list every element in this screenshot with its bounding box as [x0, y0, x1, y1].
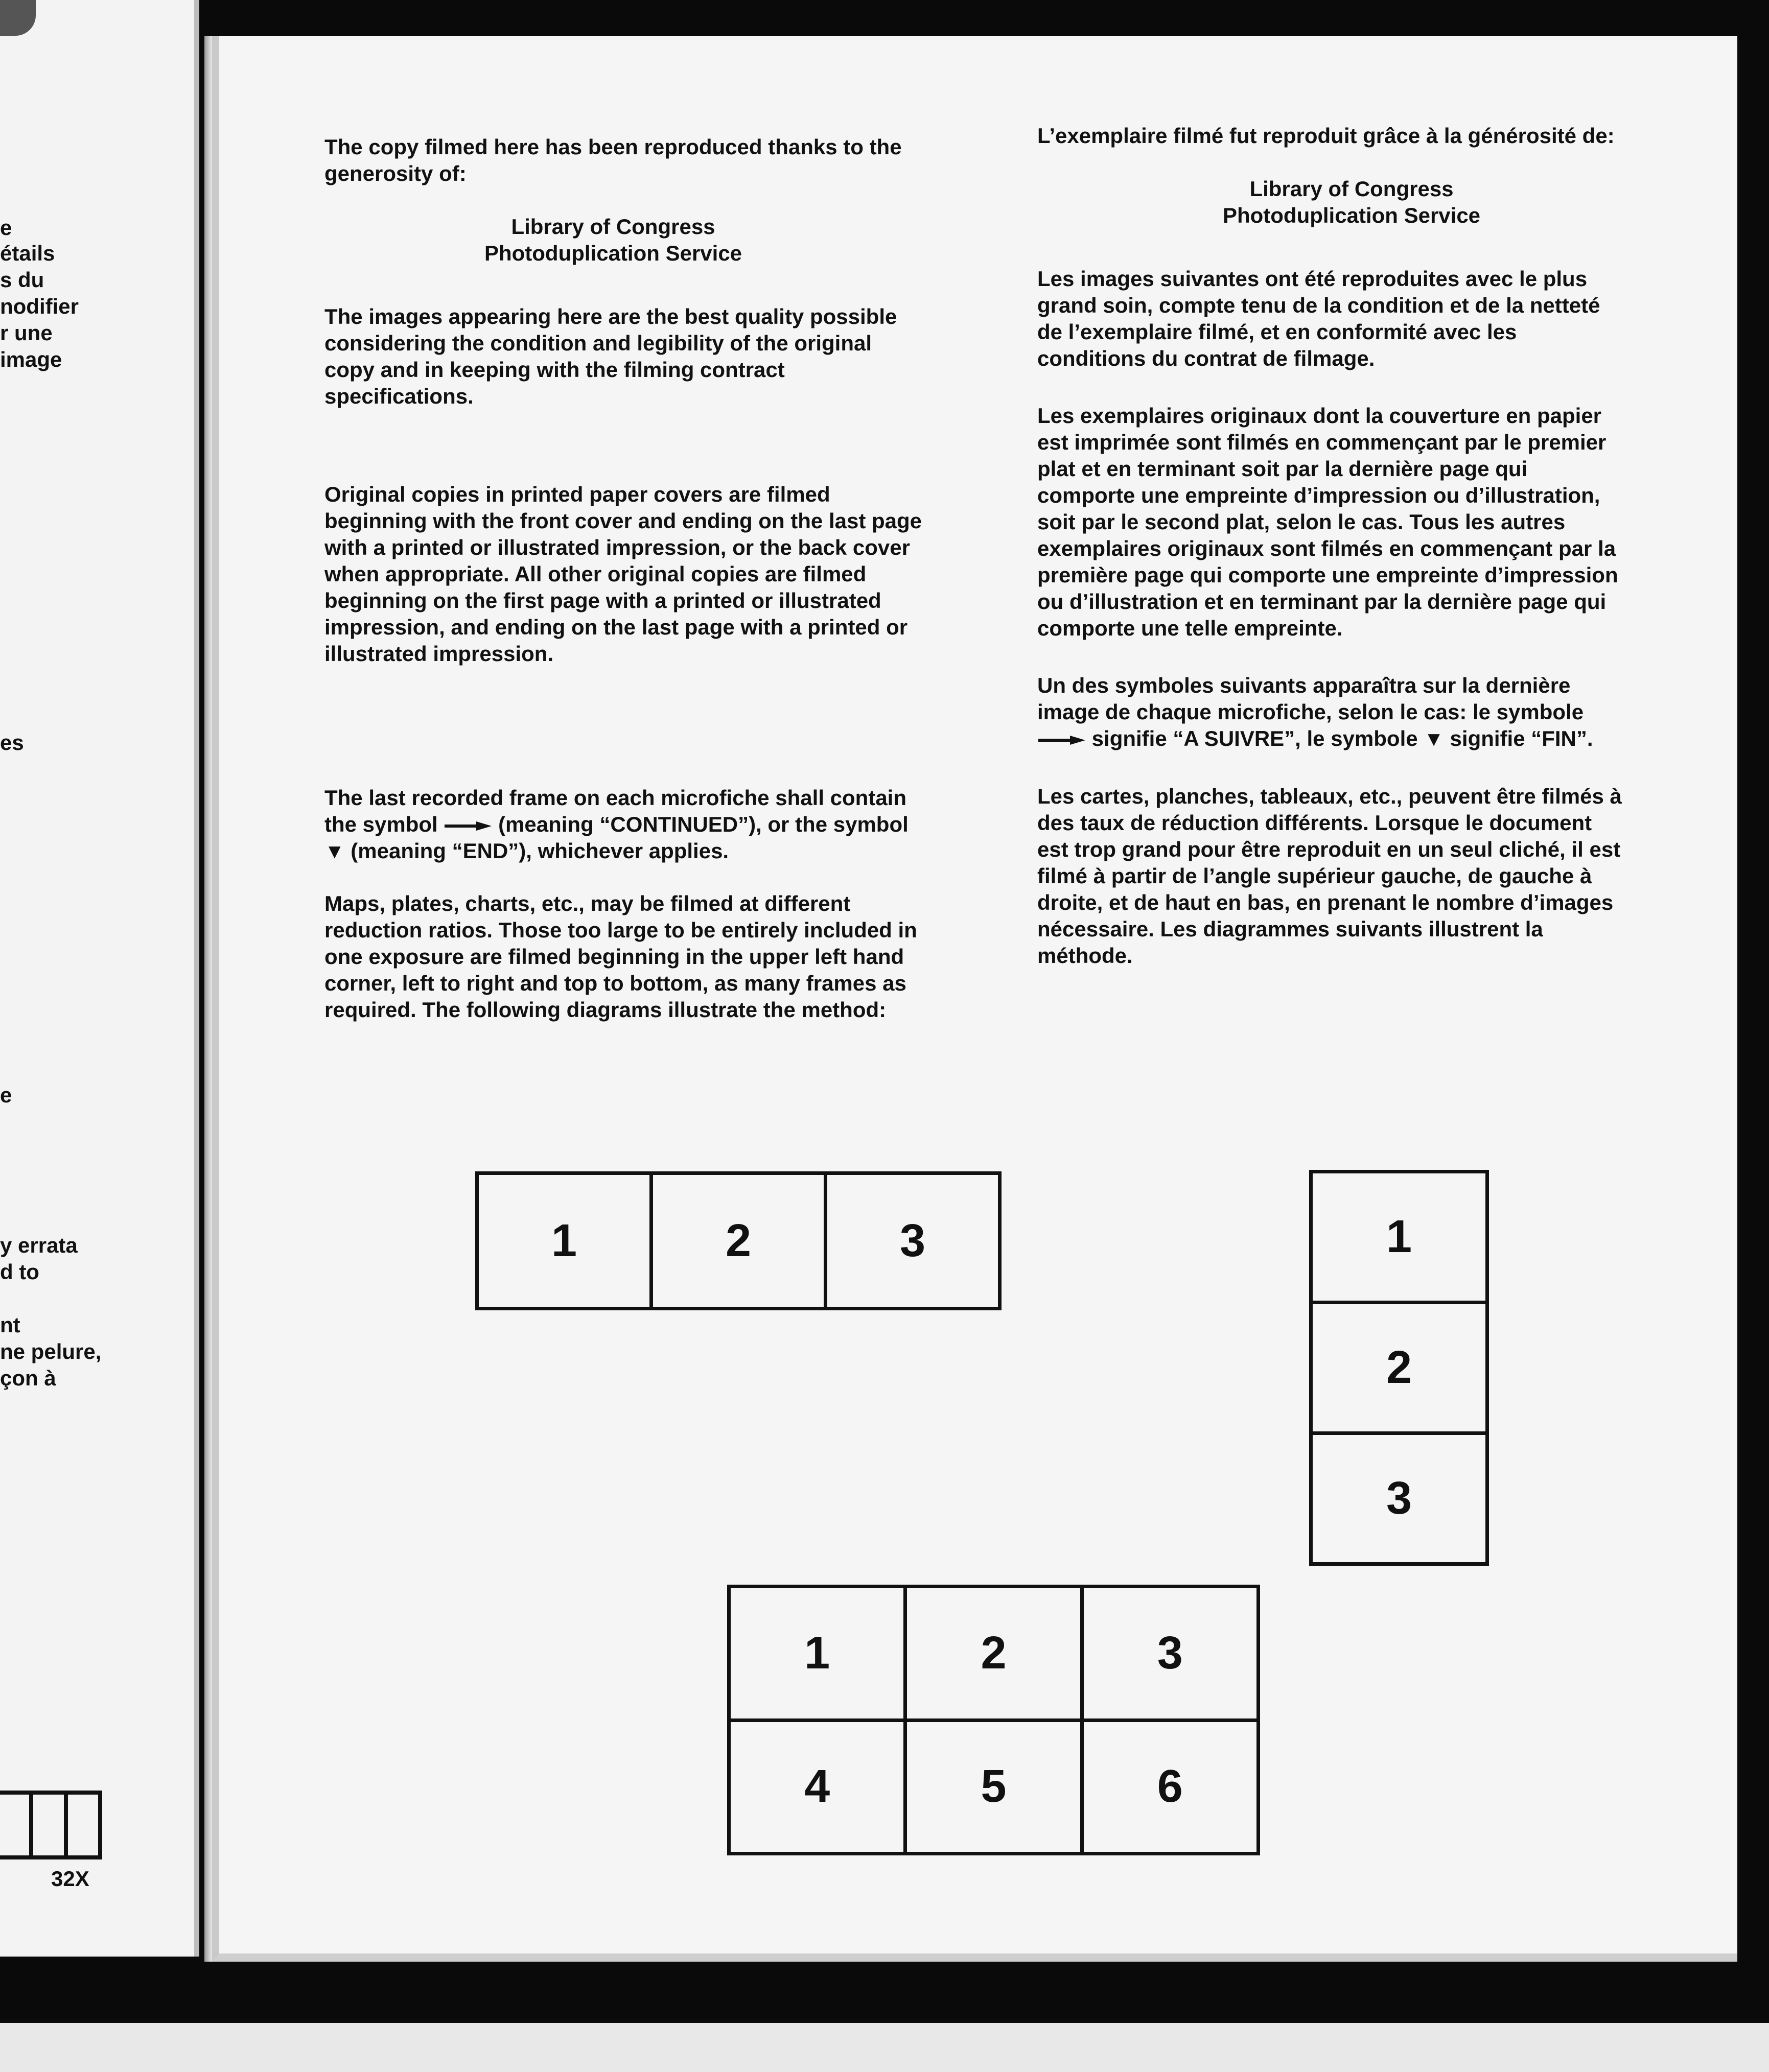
left-fragment-text: s du [0, 268, 44, 292]
frame-cell: 5 [905, 1720, 1082, 1854]
frame-cell: 6 [1082, 1720, 1258, 1854]
diagram-row [475, 1171, 1002, 1310]
left-fragment-text: image [0, 347, 62, 371]
diagram-grid [727, 1585, 1260, 1855]
en-generosity-text: The copy filmed here has been reproduced thanks to the generosity of: [324, 135, 902, 185]
frame-cell: 3 [1311, 1433, 1487, 1564]
continued-arrow-icon [444, 821, 492, 831]
en-last-frame-part1: The last recorded frame on each microfiche shall contain the symbol [324, 786, 907, 836]
fr-generosity-text: L’exemplaire filmé fut reproduit grâce à la générosité de: [1037, 124, 1615, 148]
fr-last-frame-part3: signifie “FIN”. [1450, 726, 1593, 750]
left-fragment-text: étails [0, 241, 55, 265]
frame-cell: 2 [905, 1587, 1082, 1721]
fr-image-quality-text: Les images suivantes ont été reproduites avec le plus grand soin, compte tenu de la condition et de la netteté de l’exemplaire filmé, et en conformité avec les conditions du contrat de filmage. [1037, 267, 1600, 370]
fr-library-line2: Photoduplication Service [1222, 203, 1481, 227]
en-maps-text: Maps, plates, charts, etc., may be filmed at different reduction ratios. Those too large to be entirely included in one exposure are filmed beginning in the upper left hand corner, left to right and top to bottom, as many frames as required. The following diagrams illustrate the method: [324, 891, 917, 1022]
english-column [324, 134, 922, 1023]
en-library-line1: Library of Congress [511, 215, 715, 239]
fin-triangle-icon: ▼ [1424, 728, 1444, 750]
left-fragment-text: ne pelure, [0, 1339, 102, 1363]
en-library-line2: Photoduplication Service [484, 241, 742, 265]
fr-last-frame-text [1037, 672, 1625, 752]
frame-cell: 1 [477, 1173, 651, 1309]
end-triangle-icon: ▼ [324, 840, 345, 863]
en-last-frame-text [324, 785, 922, 865]
resolution-gauge [0, 1791, 102, 1859]
en-original-copies-text: Original copies in printed paper covers are filmed beginning with the front cover and ending on the last page with a printed or illustrated impression, or the back cover when appropriate. All other original copies are filmed beginning on the first page with a printed or illustrated impression, and ending on the last page with a printed or illustrated impression. [324, 482, 922, 666]
left-fragment-text: nt [0, 1313, 20, 1337]
left-fragment-text: e [0, 1083, 12, 1107]
fr-last-frame-part2: signifie “A SUIVRE”, le symbole [1091, 726, 1418, 750]
left-fragment-text: r une [0, 321, 53, 345]
left-fragment-text: e [0, 216, 12, 240]
left-fragment-text: d to [0, 1260, 39, 1284]
frame-cell: 1 [1311, 1172, 1487, 1303]
frame-cell: 4 [729, 1720, 905, 1854]
frame-cell: 2 [1311, 1303, 1487, 1433]
en-last-frame-part2: (meaning “CONTINUED”), or the symbol [498, 812, 909, 836]
a-suivre-arrow-icon [1037, 735, 1086, 745]
bottom-film-edge [0, 2023, 1769, 2072]
frame-cell: 2 [651, 1173, 826, 1309]
left-fragment-text: nodifier [0, 294, 79, 318]
fr-last-frame-part1: Un des symboles suivants apparaîtra sur la dernière image de chaque microfiche, selon le cas: le symbole [1037, 673, 1584, 724]
fr-maps-text: Les cartes, planches, tableaux, etc., peuvent être filmés à des taux de réduction différents. Lorsque le document est trop grand pour être reproduit en un seul cliché, il est filmé à partir de l’angle supérieur gauche, de gauche à droite, et de haut en bas, en prenant le nombre d’images nécessaire. Les diagrammes suivants illustrent la méthode. [1037, 784, 1622, 968]
left-fragment-text: çon à [0, 1366, 56, 1390]
en-image-quality-text: The images appearing here are the best quality possible considering the condition and legibility of the original copy and in keeping with the filming contract specifications. [324, 304, 897, 408]
french-column [1037, 123, 1625, 969]
frame-cell: 3 [826, 1173, 1000, 1309]
frame-cell: 3 [1082, 1587, 1258, 1721]
gauge-label: 32X [51, 1867, 89, 1891]
fr-original-copies-text: Les exemplaires originaux dont la couverture en papier est imprimée sont filmés en commençant par le premier plat et en terminant soit par la dernière page qui comporte une empreinte d’impression ou d’illustration, soit par le second plat, selon le cas. Tous les autres exemplaires originaux sont filmés en commençant par la première page qui comporte une empreinte d’impression ou d’illustration et en terminant par la dernière page qui comporte une telle empreinte. [1037, 404, 1618, 640]
fr-library-line1: Library of Congress [1249, 177, 1454, 201]
left-fragment-text: es [0, 731, 24, 755]
left-page-fragment [0, 0, 199, 1957]
frame-cell: 1 [729, 1587, 905, 1721]
diagram-column [1309, 1170, 1489, 1566]
en-last-frame-part3: (meaning “END”), whichever applies. [351, 839, 729, 863]
left-fragment-text: y errata [0, 1233, 78, 1257]
